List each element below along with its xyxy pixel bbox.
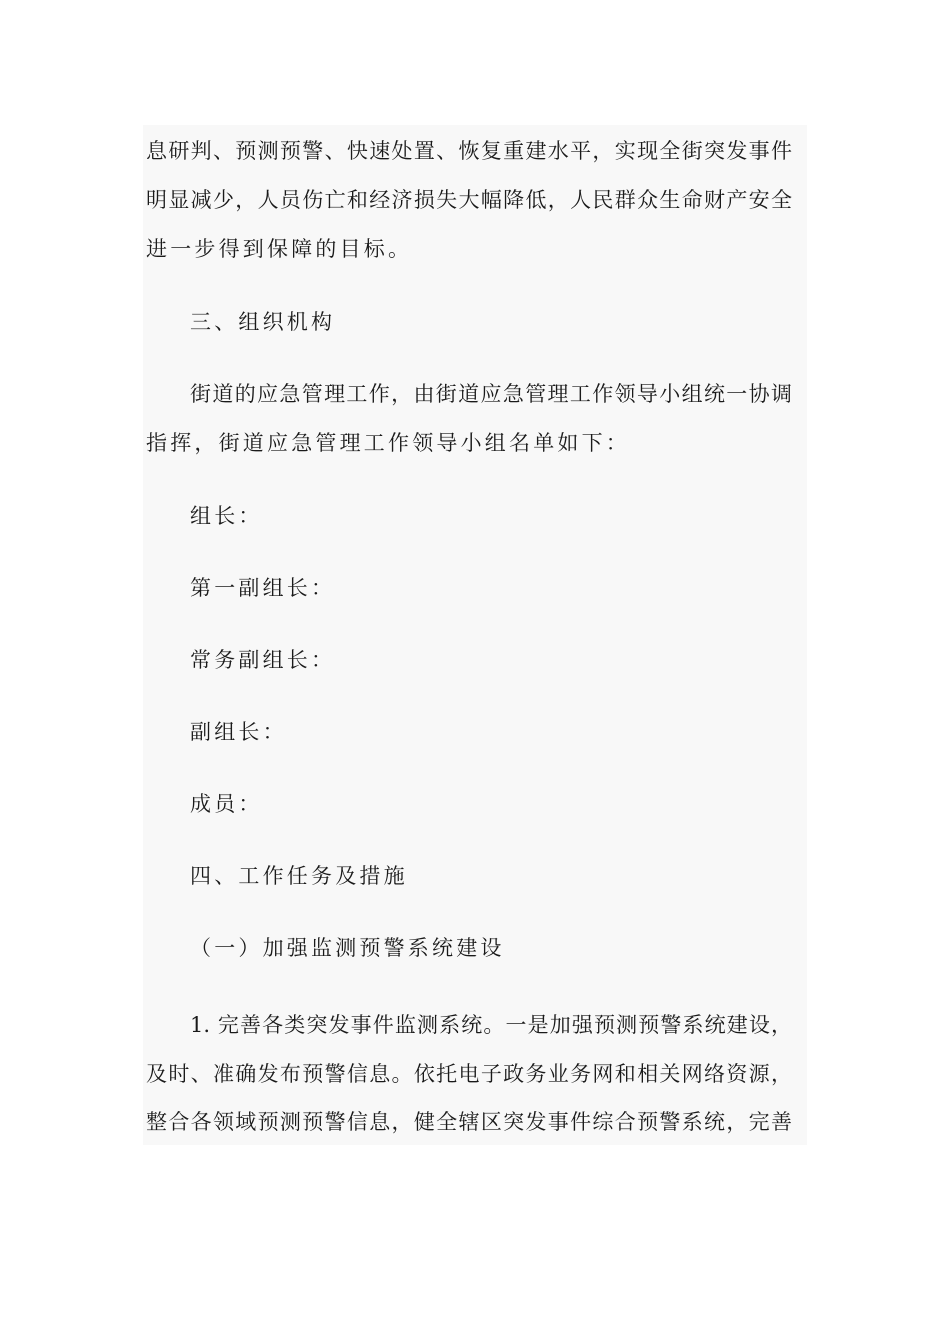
subsection-heading-monitoring: （一）加强监测预警系统建设 [190, 936, 505, 960]
role-deputy: 副组长： [190, 720, 287, 744]
paragraph-3-line-2: 及时、准确发布预警信息。依托电子政务业务网和相关网络资源， [146, 1062, 792, 1086]
role-executive-deputy: 常务副组长： [190, 648, 336, 672]
section-heading-tasks: 四、工作任务及措施 [190, 864, 408, 888]
section-heading-organization: 三、组织机构 [190, 310, 336, 334]
paragraph-2-line-1: 街道的应急管理工作，由街道应急管理工作领导小组统一协调 [190, 382, 792, 406]
paragraph-1-line-2: 明显减少，人员伤亡和经济损失大幅降低，人民群众生命财产安全 [146, 188, 792, 212]
paragraph-1-line-3: 进一步得到保障的目标。 [146, 237, 413, 261]
paragraph-3-line-3: 整合各领域预测预警信息，健全辖区突发事件综合预警系统，完善 [146, 1110, 792, 1134]
role-members: 成员： [190, 792, 263, 816]
document-page [143, 125, 807, 1145]
role-leader: 组长： [190, 504, 263, 528]
paragraph-3-line-1: 1. 完善各类突发事件监测系统。一是加强预测预警系统建设， [190, 1013, 792, 1037]
paragraph-1-line-1: 息研判、预测预警、快速处置、恢复重建水平，实现全街突发事件 [146, 139, 792, 163]
role-first-deputy: 第一副组长： [190, 576, 336, 600]
paragraph-2-line-2: 指挥，街道应急管理工作领导小组名单如下： [146, 431, 630, 455]
